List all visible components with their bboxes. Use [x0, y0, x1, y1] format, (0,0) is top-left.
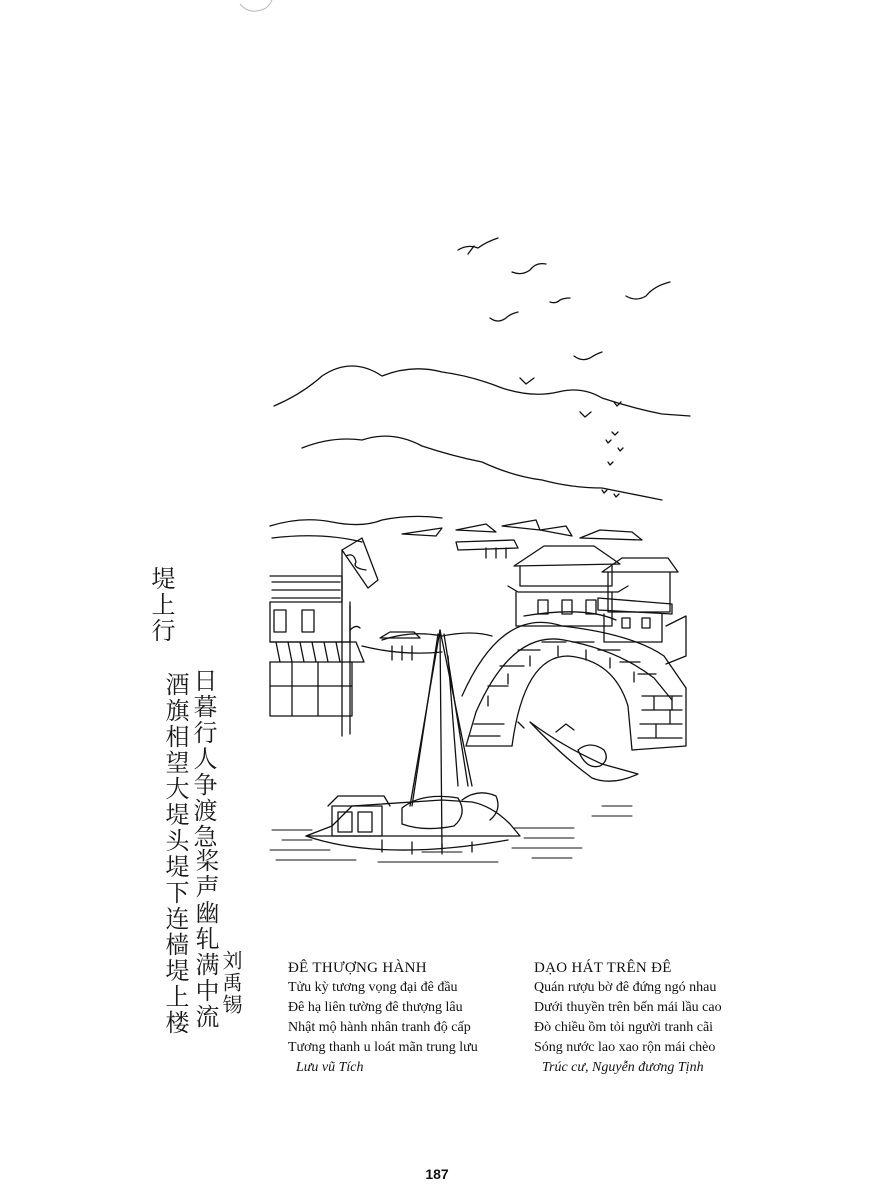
poem-left-line-2: Đê hạ liên tường đê thượng lâu [288, 1000, 463, 1015]
mountains [270, 366, 690, 542]
poem-left [288, 958, 520, 1078]
poem-right-line-1: Quán rượu bờ đê đứng ngó nhau [534, 980, 717, 995]
poem-left-author: Lưu vũ Tích [296, 1060, 364, 1075]
sailboat [306, 630, 520, 854]
chinese-poem-line-2: 酒旗相望大堤头 [161, 672, 189, 854]
poem-right-line-3: Đò chiều ồm tỏi người tranh cãi [534, 1020, 714, 1035]
chinese-poem-line-1: 日暮行人争渡急 [189, 668, 217, 850]
poem-right [534, 958, 774, 1078]
poem-right-line-2: Dưới thuyền trên bến mái lầu cao [534, 1000, 722, 1015]
right-houses [508, 530, 686, 664]
poem-right-title: DẠO HÁT TRÊN ĐÊ [534, 960, 672, 976]
river-town-illustration [262, 226, 694, 866]
corner-pencil-mark [236, 0, 276, 20]
flying-birds [458, 238, 670, 497]
far-rooftops [402, 520, 572, 558]
poem-right-line-4: Sóng nước lao xao rộn mái chèo [534, 1040, 716, 1055]
poem-left-line-3: Nhật mộ hành nhân tranh độ cấp [288, 1020, 471, 1035]
sampan-boat [518, 722, 638, 781]
wine-flag [342, 538, 378, 588]
chinese-poem-title: 堤上行 [147, 566, 175, 644]
left-buildings [270, 538, 378, 736]
poem-left-title: ĐÊ THƯỢNG HÀNH [288, 960, 427, 976]
chinese-poem-author: 刘禹锡 [219, 950, 243, 1016]
chinese-poem-line-3: 桨声幽轧满中流 [191, 848, 219, 1030]
poem-left-line-4: Tương thanh u loát mãn trung lưu [288, 1040, 478, 1055]
poem-right-author: Trúc cư, Nguyễn đương Tịnh [542, 1060, 704, 1075]
water-ripples [270, 806, 632, 862]
river-banks [350, 626, 492, 660]
page-number: 187 [425, 1166, 449, 1182]
poem-left-line-1: Tửu kỳ tương vọng đại đê đầu [288, 980, 458, 995]
chinese-poem-line-4: 堤下连樯堤上楼 [161, 854, 189, 1036]
